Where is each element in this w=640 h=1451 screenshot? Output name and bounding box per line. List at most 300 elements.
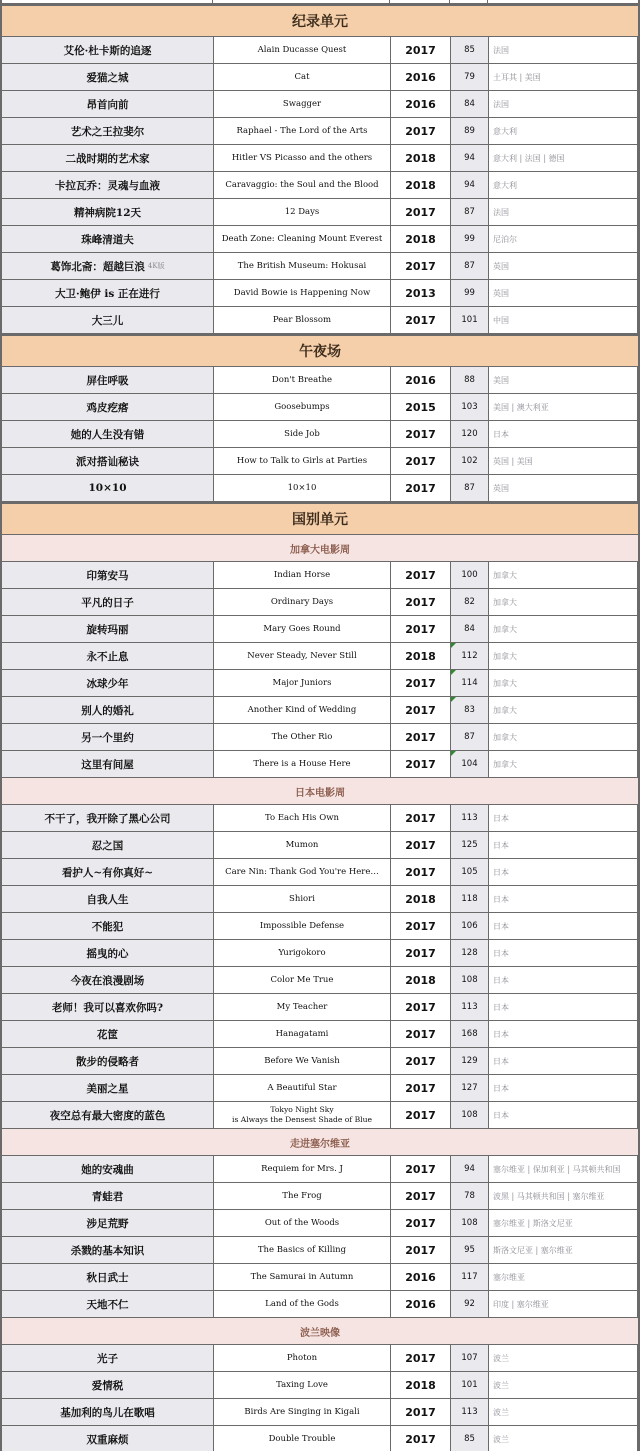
chinese-title-cell: [2, 367, 214, 393]
year-cell: 2016: [391, 1291, 451, 1317]
english-title-cell: Birds Are Singing in Kigali: [214, 1399, 391, 1425]
english-title-cell: David Bowie is Happening Now: [214, 280, 391, 306]
table-row: [0, 226, 640, 253]
table-row: [0, 448, 640, 475]
chinese-title: 青蛙君: [91, 1190, 124, 1203]
runtime-cell: 99: [451, 226, 489, 252]
table-row: [0, 724, 640, 751]
english-title-cell: 12 Days: [214, 199, 391, 225]
english-title-cell: Major Juniors: [214, 670, 391, 696]
table-row: [0, 394, 640, 421]
english-title-cell: The Other Rio: [214, 724, 391, 750]
english-title-cell: Raphael - The Lord of the Arts: [214, 118, 391, 144]
runtime-cell: 107: [451, 1345, 489, 1371]
runtime-cell: 108: [451, 1210, 489, 1236]
chinese-title: 鸡皮疙瘩: [86, 401, 129, 414]
country-cell: 土耳其 | 美国: [489, 64, 638, 90]
english-title-cell: Care Nin: Thank God You're Here…: [214, 859, 391, 885]
country-cell: 加拿大: [489, 589, 638, 615]
chinese-title-cell: [2, 1021, 214, 1047]
english-title-cell: Mary Goes Round: [214, 616, 391, 642]
runtime-cell: 78: [451, 1183, 489, 1209]
chinese-title: 看护人~有你真好~: [61, 866, 154, 879]
english-title-cell: Side Job: [214, 421, 391, 447]
chinese-title-cell: [2, 1264, 214, 1290]
table-row: [0, 913, 640, 940]
english-title-cell: Yurigokoro: [214, 940, 391, 966]
chinese-title: 美丽之星: [86, 1082, 129, 1095]
chinese-title-cell: [2, 37, 214, 63]
year-cell: 2017: [391, 448, 451, 474]
country-cell: 英国: [489, 475, 638, 501]
table-row: [0, 37, 640, 64]
table-row: [0, 1183, 640, 1210]
chinese-title-cell: [2, 940, 214, 966]
year-cell: 2017: [391, 421, 451, 447]
table-row: [0, 253, 640, 280]
subsection-header: 波兰映像: [0, 1318, 640, 1345]
runtime-cell: 113: [451, 805, 489, 831]
year-cell: 2017: [391, 1156, 451, 1182]
country-cell: 日本: [489, 859, 638, 885]
year-cell: 2017: [391, 724, 451, 750]
country-cell: 日本: [489, 1102, 638, 1128]
chinese-title-cell: [2, 1291, 214, 1317]
chinese-title-cell: [2, 724, 214, 750]
english-title-cell: Don't Breathe: [214, 367, 391, 393]
table-row: [0, 1372, 640, 1399]
year-cell: 2017: [391, 1183, 451, 1209]
runtime-cell: 105: [451, 859, 489, 885]
year-cell: 2018: [391, 226, 451, 252]
country-cell: 加拿大: [489, 616, 638, 642]
year-cell: 2018: [391, 172, 451, 198]
table-row: [0, 1345, 640, 1372]
english-title-cell: Impossible Defense: [214, 913, 391, 939]
country-cell: 日本: [489, 421, 638, 447]
chinese-title-cell: [2, 1372, 214, 1398]
table-row: [0, 994, 640, 1021]
country-cell: 法国: [489, 91, 638, 117]
year-cell: 2017: [391, 1210, 451, 1236]
table-row: [0, 1291, 640, 1318]
year-cell: 2017: [391, 859, 451, 885]
country-cell: 英国: [489, 280, 638, 306]
runtime-cell: 101: [451, 1372, 489, 1398]
year-cell: 2017: [391, 697, 451, 723]
chinese-title: 不能犯: [91, 920, 124, 933]
english-title-cell: The Samurai in Autumn: [214, 1264, 391, 1290]
year-cell: 2017: [391, 1048, 451, 1074]
chinese-title: 花筐: [97, 1028, 118, 1041]
english-title-cell: There is a House Here: [214, 751, 391, 777]
year-cell: 2017: [391, 805, 451, 831]
chinese-title-cell: [2, 1345, 214, 1371]
runtime-cell: 79: [451, 64, 489, 90]
chinese-title: 摇曳的心: [86, 947, 129, 960]
chinese-title: 她的安魂曲: [81, 1163, 134, 1176]
country-cell: 日本: [489, 805, 638, 831]
table-row: [0, 859, 640, 886]
country-cell: 波黑 | 马其顿共和国 | 塞尔维亚: [489, 1183, 638, 1209]
year-cell: 2017: [391, 589, 451, 615]
chinese-title: 别人的婚礼: [81, 704, 134, 717]
country-cell: 英国: [489, 253, 638, 279]
country-cell: 日本: [489, 994, 638, 1020]
chinese-title: 派对搭讪秘诀: [76, 455, 139, 468]
country-cell: 加拿大: [489, 562, 638, 588]
runtime-cell: 129: [451, 1048, 489, 1074]
english-title-cell: Hanagatami: [214, 1021, 391, 1047]
year-cell: 2013: [391, 280, 451, 306]
chinese-title: 昂首向前: [86, 98, 129, 111]
table-row: [0, 421, 640, 448]
chinese-title-cell: [2, 475, 214, 501]
country-cell: 意大利: [489, 172, 638, 198]
country-cell: 意大利 | 法国 | 德国: [489, 145, 638, 171]
english-title-cell: My Teacher: [214, 994, 391, 1020]
english-title-cell: Swagger: [214, 91, 391, 117]
table-row: [0, 172, 640, 199]
year-cell: 2017: [391, 307, 451, 333]
english-title-cell: The Basics of Killing: [214, 1237, 391, 1263]
table-row: [0, 1102, 640, 1129]
format-tag: 4K版: [147, 262, 165, 270]
country-cell: 日本: [489, 967, 638, 993]
chinese-title: 夜空总有最大密度的蓝色: [49, 1109, 166, 1122]
english-title-cell: Shiori: [214, 886, 391, 912]
runtime-cell: 127: [451, 1075, 489, 1101]
year-cell: 2017: [391, 1237, 451, 1263]
table-row: [0, 199, 640, 226]
table-row: [0, 1237, 640, 1264]
chinese-title-cell: [2, 145, 214, 171]
chinese-title: 爱情税: [91, 1379, 124, 1392]
runtime-cell: 103: [451, 394, 489, 420]
chinese-title: 杀戮的基本知识: [70, 1244, 145, 1257]
english-title-cell: Before We Vanish: [214, 1048, 391, 1074]
table-row: [0, 589, 640, 616]
runtime-cell: 88: [451, 367, 489, 393]
country-cell: 塞尔维亚 | 保加利亚 | 马其顿共和国: [489, 1156, 638, 1182]
runtime-cell: 100: [451, 562, 489, 588]
year-cell: 2017: [391, 1102, 451, 1128]
chinese-title-cell: [2, 562, 214, 588]
table-row: [0, 280, 640, 307]
country-cell: 加拿大: [489, 670, 638, 696]
runtime-cell: 82: [451, 589, 489, 615]
section-header: 午夜场: [0, 334, 640, 367]
subsection-header: 加拿大电影周: [0, 535, 640, 562]
table-row: [0, 367, 640, 394]
country-cell: 塞尔维亚: [489, 1264, 638, 1290]
runtime-cell: 117: [451, 1264, 489, 1290]
english-title-cell: Taxing Love: [214, 1372, 391, 1398]
year-cell: 2018: [391, 886, 451, 912]
runtime-cell: 108: [451, 967, 489, 993]
chinese-title-cell: [2, 1426, 214, 1451]
english-title-cell: Goosebumps: [214, 394, 391, 420]
chinese-title: 印第安马: [86, 569, 129, 582]
runtime-cell: 114: [451, 670, 489, 696]
table-row: [0, 1075, 640, 1102]
chinese-title-cell: [2, 643, 214, 669]
year-cell: 2016: [391, 91, 451, 117]
chinese-title-cell: [2, 967, 214, 993]
chinese-title-cell: [2, 616, 214, 642]
runtime-cell: 118: [451, 886, 489, 912]
runtime-cell: 85: [451, 37, 489, 63]
chinese-title-cell: [2, 1210, 214, 1236]
english-title-cell: Ordinary Days: [214, 589, 391, 615]
table-body: [0, 4, 640, 1451]
runtime-cell: 168: [451, 1021, 489, 1047]
runtime-cell: 84: [451, 91, 489, 117]
year-cell: 2017: [391, 1345, 451, 1371]
country-cell: 斯洛文尼亚 | 塞尔维亚: [489, 1237, 638, 1263]
table-row: [0, 64, 640, 91]
table-row: [0, 1156, 640, 1183]
runtime-cell: 87: [451, 253, 489, 279]
runtime-cell: 108: [451, 1102, 489, 1128]
year-cell: 2017: [391, 562, 451, 588]
chinese-title: 艾伦·杜卡斯的追逐: [63, 44, 152, 57]
chinese-title: 卡拉瓦乔：灵魂与血液: [55, 179, 160, 192]
chinese-title-cell: [2, 670, 214, 696]
country-cell: 日本: [489, 940, 638, 966]
table-row: [0, 307, 640, 334]
country-cell: 加拿大: [489, 643, 638, 669]
chinese-title: 精神病院12天: [73, 206, 142, 219]
english-title-cell: Another Kind of Wedding: [214, 697, 391, 723]
year-cell: 2017: [391, 118, 451, 144]
chinese-title: 冰球少年: [86, 677, 129, 690]
year-cell: 2016: [391, 1264, 451, 1290]
runtime-cell: 112: [451, 643, 489, 669]
runtime-cell: 102: [451, 448, 489, 474]
country-cell: 中国: [489, 307, 638, 333]
year-cell: 2018: [391, 643, 451, 669]
english-title-cell: A Beautiful Star: [214, 1075, 391, 1101]
english-title-cell: Color Me True: [214, 967, 391, 993]
chinese-title-cell: [2, 307, 214, 333]
table-row: [0, 643, 640, 670]
chinese-title-cell: [2, 199, 214, 225]
chinese-title-cell: [2, 91, 214, 117]
english-title-cell: The Frog: [214, 1183, 391, 1209]
runtime-cell: 113: [451, 1399, 489, 1425]
chinese-title-cell: [2, 1399, 214, 1425]
table-row: [0, 1264, 640, 1291]
chinese-title: 二战时期的艺术家: [65, 152, 150, 165]
runtime-cell: 87: [451, 724, 489, 750]
runtime-cell: 99: [451, 280, 489, 306]
chinese-title: 旋转玛丽: [86, 623, 129, 636]
english-title-cell: Never Steady, Never Still: [214, 643, 391, 669]
english-title-cell: Requiem for Mrs. J: [214, 1156, 391, 1182]
runtime-cell: 101: [451, 307, 489, 333]
chinese-title-cell: [2, 994, 214, 1020]
chinese-title: 大卫·鲍伊 is 正在进行: [55, 287, 160, 300]
table-row: [0, 805, 640, 832]
table-row: [0, 1048, 640, 1075]
runtime-cell: 94: [451, 172, 489, 198]
year-cell: 2017: [391, 940, 451, 966]
chinese-title: 秋日武士: [86, 1271, 129, 1284]
country-cell: 尼泊尔: [489, 226, 638, 252]
english-title-cell: 10×10: [214, 475, 391, 501]
country-cell: 日本: [489, 1075, 638, 1101]
english-title-cell: Out of the Woods: [214, 1210, 391, 1236]
chinese-title: 另一个里约: [81, 731, 134, 744]
english-title-line2: is Always the Densest Shade of Blue: [232, 1115, 372, 1124]
year-cell: 2017: [391, 994, 451, 1020]
table-row: [0, 967, 640, 994]
runtime-cell: 94: [451, 145, 489, 171]
year-cell: 2017: [391, 1021, 451, 1047]
country-cell: 美国 | 澳大利亚: [489, 394, 638, 420]
chinese-title-cell: [2, 394, 214, 420]
chinese-title-cell: [2, 226, 214, 252]
chinese-title: 她的人生没有错: [70, 428, 145, 441]
english-title-cell: Double Trouble: [214, 1426, 391, 1451]
chinese-title: 自我人生: [86, 893, 129, 906]
chinese-title: 平凡的日子: [81, 596, 134, 609]
country-cell: 法国: [489, 199, 638, 225]
chinese-title-cell: [2, 805, 214, 831]
runtime-cell: 87: [451, 475, 489, 501]
chinese-title: 双重麻烦: [86, 1433, 129, 1446]
runtime-cell: 84: [451, 616, 489, 642]
chinese-title-cell: [2, 172, 214, 198]
table-row: [0, 940, 640, 967]
table-row: [0, 1210, 640, 1237]
english-title-cell: Alain Ducasse Quest: [214, 37, 391, 63]
runtime-cell: 94: [451, 1156, 489, 1182]
english-title-cell: Pear Blossom: [214, 307, 391, 333]
country-cell: 加拿大: [489, 751, 638, 777]
english-title-cell: Death Zone: Cleaning Mount Everest: [214, 226, 391, 252]
chinese-title: 散步的侵略者: [76, 1055, 139, 1068]
chinese-title-cell: [2, 1102, 214, 1128]
year-cell: 2016: [391, 367, 451, 393]
chinese-title-cell: [2, 886, 214, 912]
chinese-title-cell: [2, 859, 214, 885]
table-row: [0, 91, 640, 118]
english-title-cell: Hitler VS Picasso and the others: [214, 145, 391, 171]
year-cell: 2017: [391, 832, 451, 858]
country-cell: 塞尔维亚 | 斯洛文尼亚: [489, 1210, 638, 1236]
subsection-header: 走进塞尔维亚: [0, 1129, 640, 1156]
table-row: [0, 145, 640, 172]
runtime-cell: 83: [451, 697, 489, 723]
runtime-cell: 104: [451, 751, 489, 777]
chinese-title-cell: [2, 64, 214, 90]
chinese-title-cell: [2, 697, 214, 723]
chinese-title: 爱猫之城: [86, 71, 129, 84]
table-row: [0, 475, 640, 502]
chinese-title-cell: [2, 448, 214, 474]
chinese-title-cell: [2, 280, 214, 306]
runtime-cell: 87: [451, 199, 489, 225]
chinese-title-cell: [2, 589, 214, 615]
chinese-title: 永不止息: [86, 650, 129, 663]
english-title-cell: Caravaggio: the Soul and the Blood: [214, 172, 391, 198]
table-row: [0, 562, 640, 589]
chinese-title-cell: [2, 118, 214, 144]
chinese-title: 艺术之王拉斐尔: [70, 125, 145, 138]
table-row: [0, 697, 640, 724]
chinese-title: 10×10: [88, 482, 127, 494]
country-cell: 波兰: [489, 1426, 638, 1451]
runtime-cell: 128: [451, 940, 489, 966]
english-title-line1: Tokyo Night Sky: [270, 1105, 334, 1114]
table-row: [0, 886, 640, 913]
chinese-title-cell: [2, 1048, 214, 1074]
english-title-cell: Mumon: [214, 832, 391, 858]
country-cell: 波兰: [489, 1345, 638, 1371]
chinese-title: 涉足荒野: [86, 1217, 129, 1230]
runtime-cell: 106: [451, 913, 489, 939]
country-cell: 日本: [489, 1021, 638, 1047]
table-row: [0, 670, 640, 697]
year-cell: 2017: [391, 1075, 451, 1101]
chinese-title: 不干了，我开除了黑心公司: [44, 812, 171, 825]
country-cell: 波兰: [489, 1399, 638, 1425]
country-cell: 日本: [489, 1048, 638, 1074]
year-cell: 2015: [391, 394, 451, 420]
table-row: [0, 118, 640, 145]
year-cell: 2017: [391, 253, 451, 279]
year-cell: 2018: [391, 1372, 451, 1398]
chinese-title: 屏住呼吸: [86, 374, 129, 387]
table-row: [0, 751, 640, 778]
chinese-title-cell: [2, 421, 214, 447]
country-cell: 波兰: [489, 1372, 638, 1398]
year-cell: 2017: [391, 199, 451, 225]
chinese-title-cell: [2, 1075, 214, 1101]
country-cell: 加拿大: [489, 697, 638, 723]
english-title-cell: How to Talk to Girls at Parties: [214, 448, 391, 474]
table-row: [0, 1426, 640, 1451]
english-title-cell: [214, 1102, 391, 1128]
english-title-cell: Photon: [214, 1345, 391, 1371]
runtime-cell: 120: [451, 421, 489, 447]
table-row: [0, 1399, 640, 1426]
chinese-title-cell: [2, 1183, 214, 1209]
runtime-cell: 89: [451, 118, 489, 144]
country-cell: 日本: [489, 832, 638, 858]
country-cell: 日本: [489, 913, 638, 939]
chinese-title-cell: [2, 832, 214, 858]
table-row: [0, 616, 640, 643]
country-cell: 英国 | 美国: [489, 448, 638, 474]
subsection-header: 日本电影周: [0, 778, 640, 805]
chinese-title: 珠峰清道夫: [81, 233, 134, 246]
year-cell: 2017: [391, 37, 451, 63]
chinese-title: 葛饰北斋：超越巨浪: [50, 260, 145, 273]
chinese-title: 天地不仁: [86, 1298, 129, 1311]
year-cell: 2018: [391, 145, 451, 171]
year-cell: 2017: [391, 913, 451, 939]
country-cell: 日本: [489, 886, 638, 912]
country-cell: 法国: [489, 37, 638, 63]
chinese-title-cell: [2, 1237, 214, 1263]
runtime-cell: 92: [451, 1291, 489, 1317]
chinese-title-cell: [2, 913, 214, 939]
english-title-cell: The British Museum: Hokusai: [214, 253, 391, 279]
english-title-cell: To Each His Own: [214, 805, 391, 831]
